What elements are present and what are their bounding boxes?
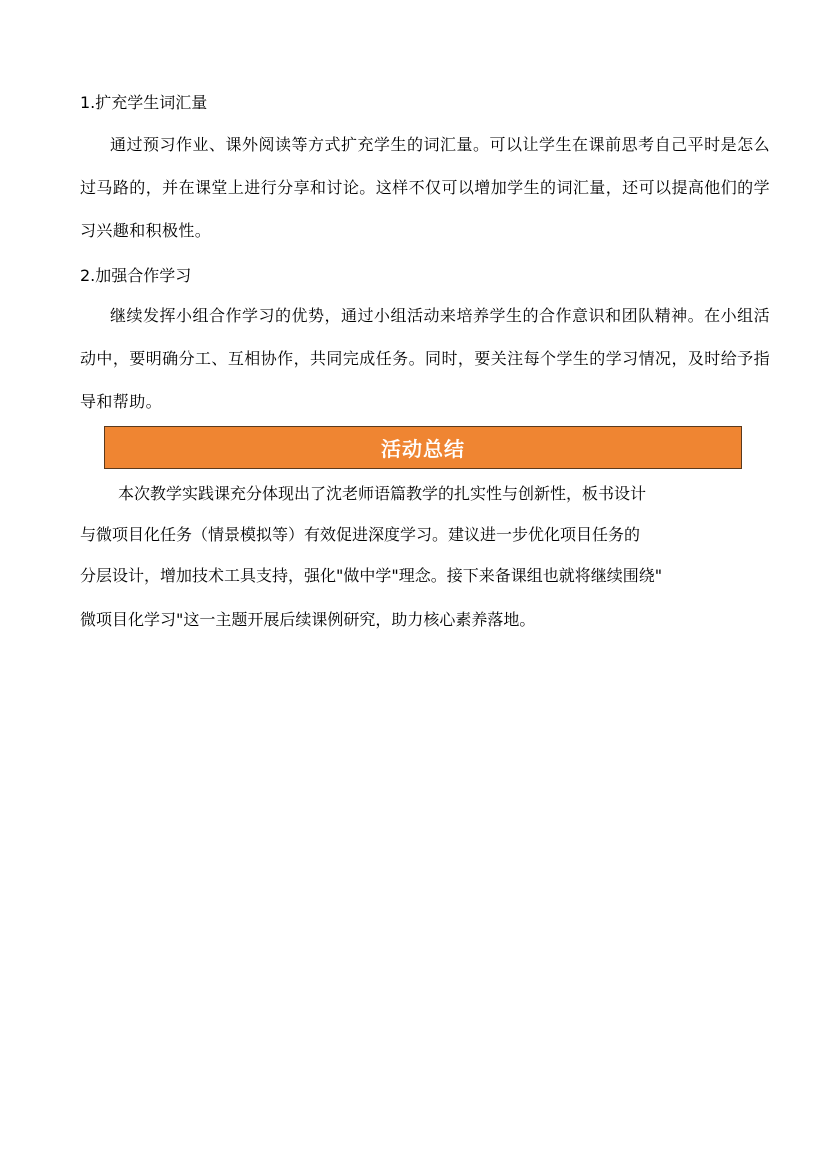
summary-line-4: 微项目化学习"这一主题开展后续课例研究，助力核心素养落地。 xyxy=(80,610,536,629)
summary-line-1: 本次教学实践课充分体现出了沈老师语篇教学的扎实性与创新性，板书设计 xyxy=(118,484,647,503)
section-paragraph-cooperation: 继续发挥小组合作学习的优势，通过小组活动来培养学生的合作意识和团队精神。在小组活动中，要明确分工、互相协作，共同完成任务。同时，要关注每个学生的学习情况，及时给予指导和帮助。 xyxy=(80,306,770,411)
section-paragraph-vocabulary: 通过预习作业、课外阅读等方式扩充学生的词汇量。可以让学生在课前思考自己平时是怎么过马路的，并在课堂上进行分享和讨论。这样不仅可以增加学生的词汇量，还可以提高他们的学习兴趣和积极性。 xyxy=(80,135,770,240)
section-heading-vocabulary: 1.扩充学生词汇量 xyxy=(80,93,208,112)
summary-line-3: 分层设计，增加技术工具支持，强化"做中学"理念。接下来备课组也就将继续围绕" xyxy=(80,566,663,585)
activity-summary-banner xyxy=(104,426,742,469)
section-heading-cooperation: 2.加强合作学习 xyxy=(80,266,192,285)
banner-title: 活动总结 xyxy=(381,437,465,461)
summary-line-2: 与微项目化任务（情景模拟等）有效促进深度学习。建议进一步优化项目任务的 xyxy=(80,525,641,544)
